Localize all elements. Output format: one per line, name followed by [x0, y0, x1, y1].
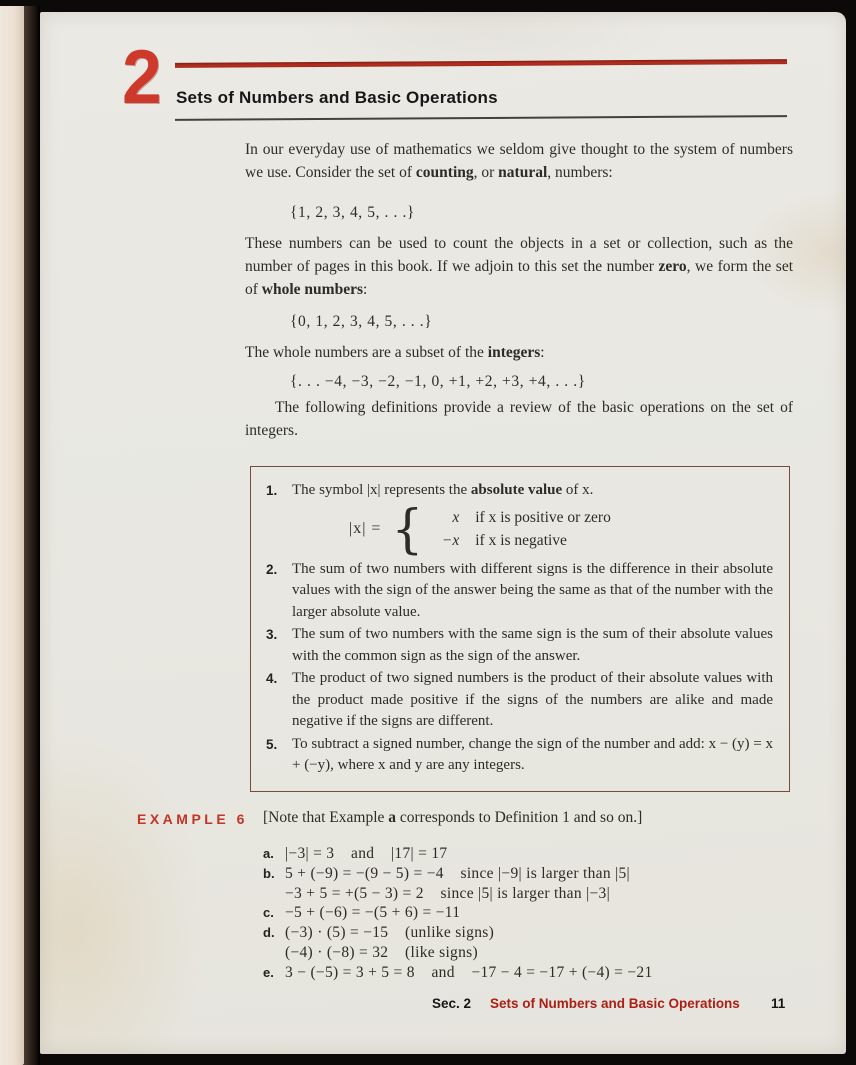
footer-page-number: 11: [771, 996, 786, 1011]
definition-text: The sum of two numbers with the same sign is the sum of their absolute values with the common sign as the sign of the answer.: [292, 626, 773, 664]
definition-number: 2.: [266, 561, 278, 577]
equation-line-d2: [263, 944, 823, 964]
formula-case-condition: if x is positive or zero: [475, 508, 611, 526]
formula-case-positive: [425, 507, 611, 529]
facing-page-edge: [0, 6, 24, 1065]
formula-case-negative: [425, 530, 611, 552]
equation-text: (−4) · (−8) = 32 (like signs): [285, 943, 478, 961]
absolute-value-formula: [349, 498, 773, 559]
chapter-title-underline: [175, 115, 787, 121]
definition-text: The symbol |x| represents the absolute value of x.: [292, 482, 594, 498]
formula-cases: [425, 507, 611, 552]
definition-item-3: [263, 624, 773, 667]
book-gutter-shadow: [24, 6, 40, 1065]
definition-item-2: [263, 559, 773, 624]
definition-item-1: [263, 480, 773, 502]
set-natural-numbers: {1, 2, 3, 4, 5, . . .}: [290, 204, 415, 221]
formula-case-value: −x: [441, 531, 460, 549]
paragraph-definitions-intro: The following definitions provide a review of the basic operations on the set of integers.: [245, 399, 793, 439]
paragraph-whole-numbers: These numbers can be used to count the objects in a set or collection, such as the number of pages in this book. If we adjoin to this set the number zero, we form the set of whole numbers:: [245, 235, 794, 298]
footer-sec-label: Sec. 2: [432, 996, 472, 1011]
equation-text: |−3| = 3 and |17| = 17: [285, 845, 448, 862]
equation-label: b.: [263, 865, 275, 881]
definition-item-4: [263, 668, 773, 733]
footer-section-title: Sets of Numbers and Basic Operations: [490, 996, 740, 1011]
equation-label: a.: [263, 846, 274, 861]
example-note: [Note that Example a corresponds to Definition 1 and so on.]: [263, 809, 643, 826]
chapter-title: Sets of Numbers and Basic Operations: [176, 88, 498, 107]
set-whole-numbers: {0, 1, 2, 3, 4, 5, . . .}: [290, 313, 433, 330]
textbook-page: [40, 12, 846, 1054]
equation-label: e.: [263, 964, 274, 980]
equation-text: −3 + 5 = +(5 − 3) = 2 since |5| is larger than |−3|: [285, 884, 610, 902]
equation-label: d.: [263, 925, 275, 941]
formula-case-value: x: [452, 508, 460, 526]
definitions-box: [250, 466, 790, 792]
formula-brace: {: [391, 498, 424, 559]
equation-text: (−3) · (5) = −15 (unlike signs): [285, 924, 495, 942]
equation-line-e: [263, 964, 823, 984]
equation-label: c.: [263, 905, 274, 921]
definition-text: The sum of two numbers with different signs is the difference in their absolute values with the sign of the answer being the same as that of the number with the larger absolute value.: [292, 560, 773, 620]
equation-text: 5 + (−9) = −(9 − 5) = −4 since |−9| is larger than |5|: [285, 864, 630, 882]
definition-number: 4.: [266, 671, 278, 686]
definition-number: 1.: [266, 483, 278, 498]
equation-line-c: [263, 904, 823, 924]
definition-number: 3.: [266, 627, 278, 642]
equation-line-d: [263, 924, 823, 944]
formula-case-condition: if x is negative: [475, 531, 567, 549]
formula-lhs: |x| =: [349, 520, 382, 537]
definition-text: To subtract a signed number, change the sign of the number and add: x − (y) = x + (−y), where x and y are any integers.: [292, 735, 773, 773]
paragraph-counting-numbers: In our everyday use of mathematics we seldom give thought to the system of numbers we use. Consider the set of counting, or natural, numbers:: [245, 141, 793, 181]
equation-line-b: [263, 865, 823, 885]
example-equations: [263, 845, 823, 984]
equation-line-b2: [263, 885, 823, 905]
equation-line-a: [263, 845, 823, 865]
example-label: EXAMPLE 6: [137, 811, 248, 827]
set-integers: {. . . −4, −3, −2, −1, 0, +1, +2, +3, +4, . . .}: [290, 373, 586, 390]
definition-text: The product of two signed numbers is the product of their absolute values with the product made positive if the signs of the numbers are alike and made negative if the signs are different.: [292, 670, 773, 729]
chapter-heading-rule: [175, 59, 787, 68]
equation-text: −5 + (−6) = −(5 + 6) = −11: [285, 904, 461, 922]
definition-item-5: [263, 734, 773, 777]
chapter-number: 2: [122, 35, 162, 120]
page-footer: [40, 996, 846, 1016]
definition-number: 5.: [266, 736, 278, 752]
equation-text: 3 − (−5) = 3 + 5 = 8 and −17 − 4 = −17 + (−4) = −21: [285, 963, 653, 981]
paragraph-integers: The whole numbers are a subset of the integers:: [245, 344, 545, 361]
